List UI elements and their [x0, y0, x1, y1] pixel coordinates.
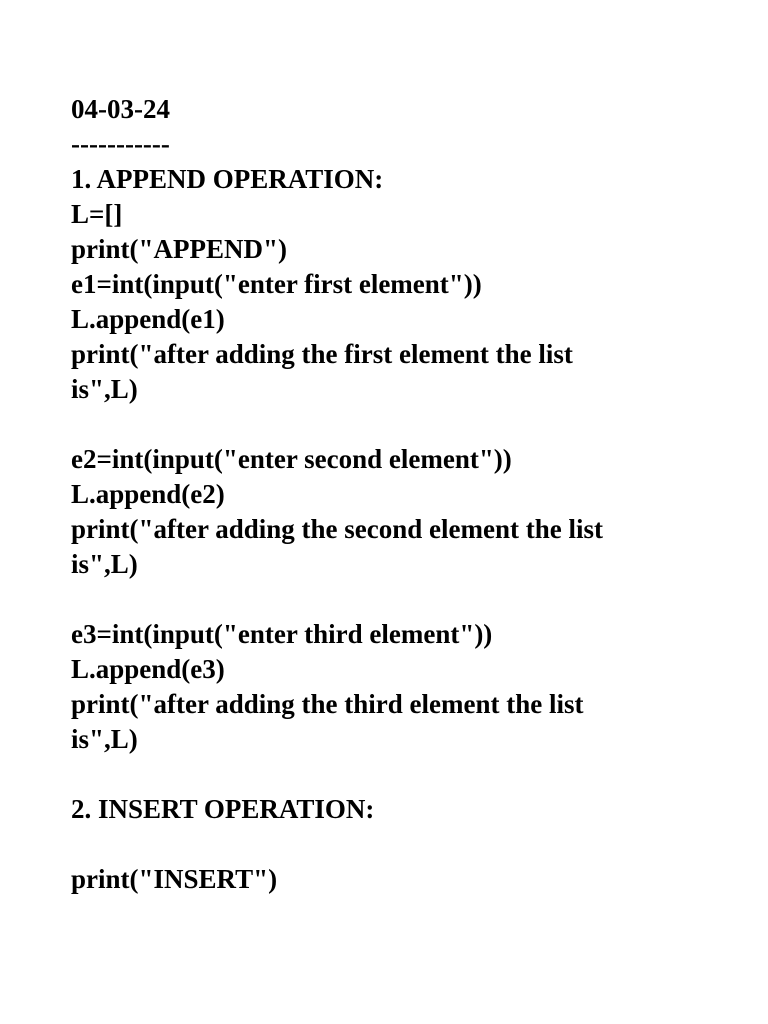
code-line: e2=int(input("enter second element"))	[71, 444, 512, 474]
blank-line	[71, 582, 711, 617]
code-line: is",L)	[71, 374, 138, 404]
code-line: print("after adding the first element the list	[71, 339, 573, 369]
code-line: is",L)	[71, 549, 138, 579]
blank-line	[71, 827, 711, 862]
code-line: print("after adding the second element the list	[71, 514, 603, 544]
code-line: e3=int(input("enter third element"))	[71, 619, 493, 649]
insert-heading: 2. INSERT OPERATION:	[71, 794, 375, 824]
document-date: 04-03-24	[71, 94, 170, 124]
code-line: is",L)	[71, 724, 138, 754]
code-line: print("INSERT")	[71, 864, 278, 894]
blank-line	[71, 757, 711, 792]
append-heading: 1. APPEND OPERATION:	[71, 164, 384, 194]
code-line: L=[]	[71, 199, 123, 229]
separator-line: -----------	[71, 129, 170, 159]
code-line: e1=int(input("enter first element"))	[71, 269, 482, 299]
code-line: L.append(e2)	[71, 479, 225, 509]
document-page	[71, 92, 711, 897]
blank-line	[71, 407, 711, 442]
code-line: print("APPEND")	[71, 234, 287, 264]
code-line: L.append(e1)	[71, 304, 225, 334]
code-line: print("after adding the third element the list	[71, 689, 584, 719]
code-line: L.append(e3)	[71, 654, 225, 684]
